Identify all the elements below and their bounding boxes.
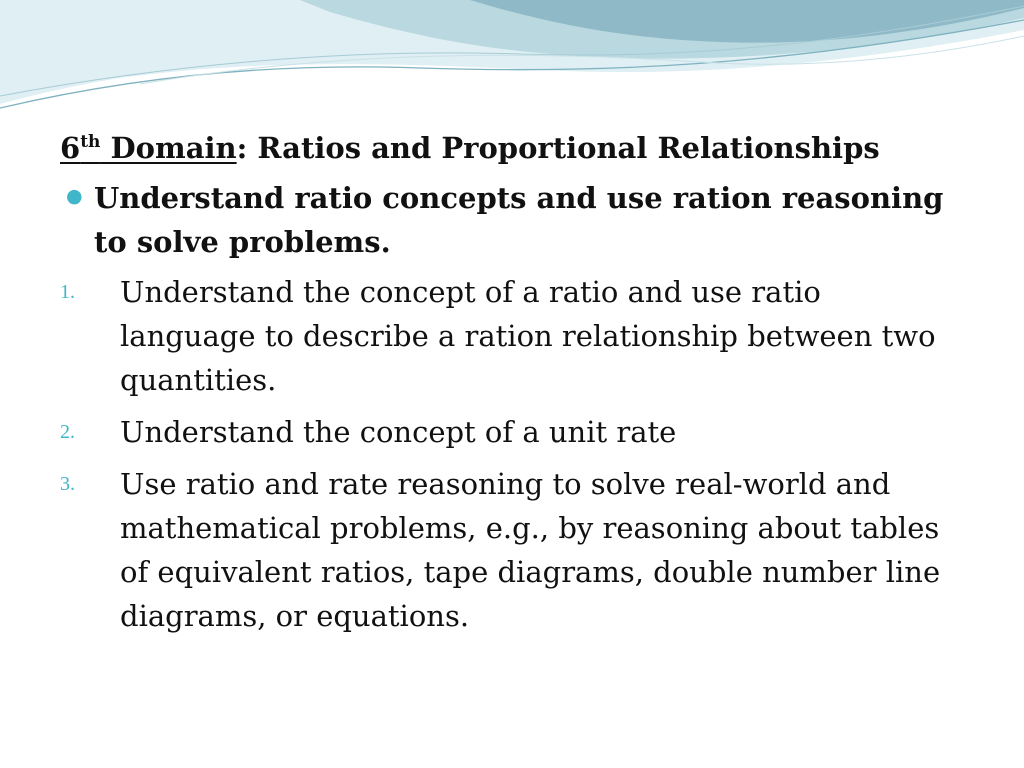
bullet-dot-icon: ● [66, 185, 83, 207]
list-item-number: 1. [60, 281, 75, 303]
decorative-wave-header [0, 0, 1024, 130]
list-item-text: Understand the concept of a ratio and use ratio language to describe a ration relationship between two quantities. [120, 275, 936, 397]
heading-superscript: th [80, 132, 101, 152]
list-item-text: Understand the concept of a unit rate [120, 415, 677, 449]
heading-underlined-word: Domain [110, 131, 237, 165]
list-item-text: Use ratio and rate reasoning to solve real-world and mathematical problems, e.g., by reasoning about tables of equivalent ratios, tape diagrams, double number line diagrams, or equations. [120, 467, 941, 633]
numbered-list [60, 270, 960, 638]
list-item [60, 462, 960, 638]
list-item [60, 410, 960, 454]
list-item [60, 270, 960, 402]
list-item-number: 3. [60, 473, 75, 495]
heading-number: 6 [60, 131, 81, 165]
slide-content [60, 126, 960, 646]
heading-domain-label [60, 131, 237, 165]
slide-heading [60, 126, 960, 170]
list-item-number: 2. [60, 421, 75, 443]
bullet-item [60, 176, 960, 264]
bullet-text: Understand ratio concepts and use ration reasoning to solve problems. [94, 181, 944, 259]
heading-title: : Ratios and Proportional Relationships [236, 131, 880, 165]
